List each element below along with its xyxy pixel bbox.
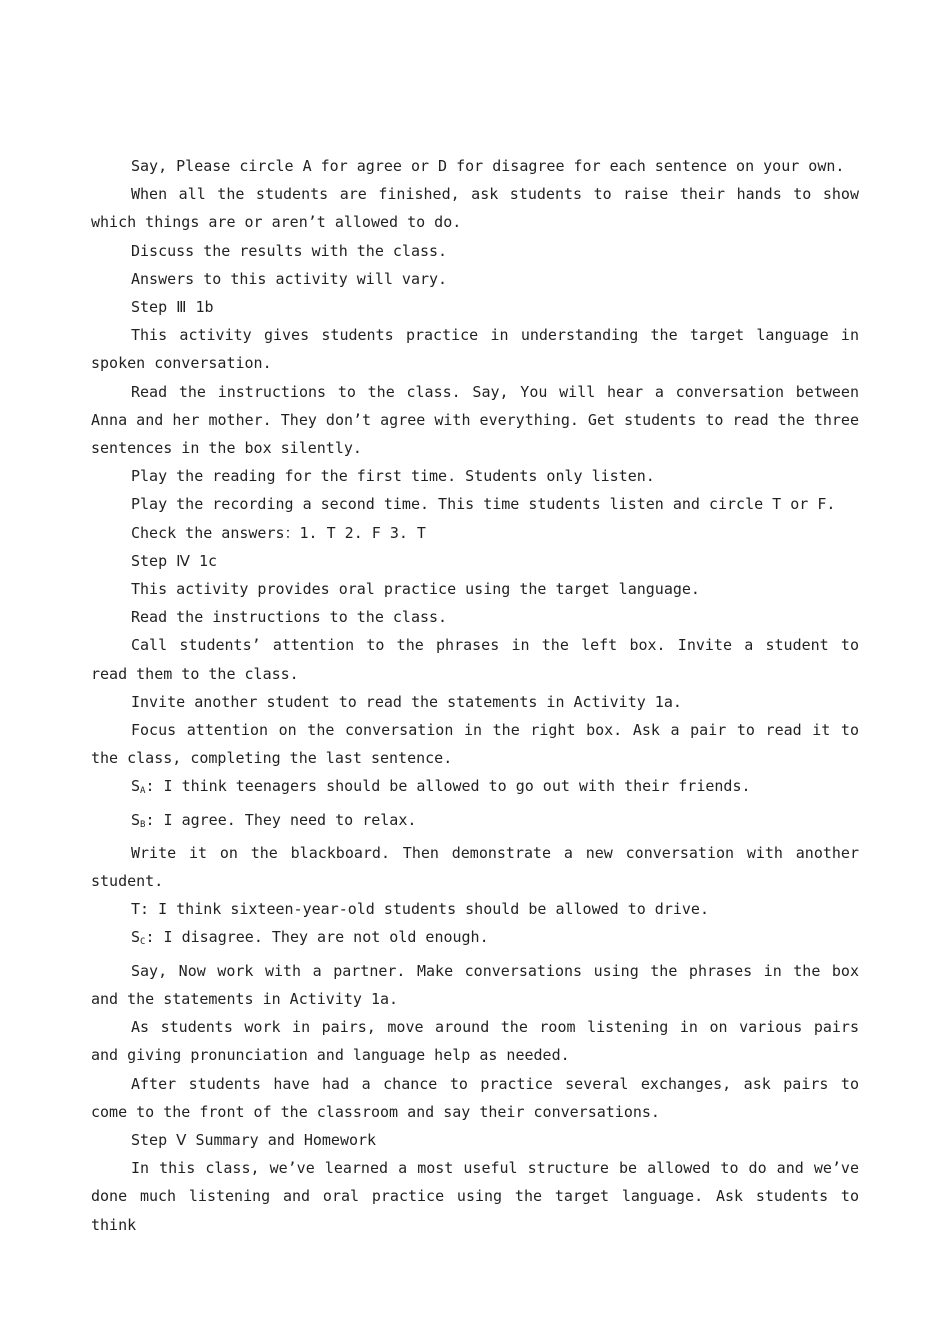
paragraph: Focus attention on the conversation in the right box. Ask a pair to read it to the class, completing the last sentence.	[91, 721, 859, 768]
paragraph: Read the instructions to the class.	[131, 608, 448, 627]
paragraph: Discuss the results with the class.	[131, 241, 448, 260]
paragraph: Say, Now work with a partner. Make conversations using the phrases in the box and the statements in Activity 1a.	[91, 961, 859, 1008]
paragraph: Answers to this activity will vary.	[131, 269, 448, 288]
paragraph: Play the reading for the first time. Students only listen.	[131, 467, 655, 486]
paragraph: Check the answers：1. T 2. F 3. T	[131, 523, 426, 542]
dialogue-text: : I disagree. They are not old enough.	[145, 928, 489, 947]
paragraph: Play the recording a second time. This time students listen and circle T or F.	[131, 495, 836, 514]
document-body	[91, 152, 859, 1239]
paragraph: In this class, we’ve learned a most useful structure be allowed to do and we’ve done much listening and oral practice using the target language. Ask students to think	[91, 1159, 859, 1234]
paragraph: This activity gives students practice in understanding the target language in spoken conversation.	[91, 326, 859, 373]
paragraph: Say, Please circle A for agree or D for disagree for each sentence on your own.	[131, 157, 845, 175]
paragraph: Call students’ attention to the phrases in the left box. Invite a student to read them to the class.	[91, 636, 859, 683]
speaker-subscript: B	[140, 819, 146, 830]
paragraph: When all the students are finished, ask students to raise their hands to show which things are or aren’t allowed to do.	[91, 185, 859, 232]
dialogue-line-c	[91, 923, 859, 956]
paragraph: Write it on the blackboard. Then demonstrate a new conversation with another student.	[91, 843, 859, 891]
step-heading: Step Ⅳ 1c	[131, 551, 218, 570]
speaker-label: S	[131, 810, 141, 829]
step-heading: Step Ⅲ 1b	[131, 298, 214, 317]
paragraph: This activity provides oral practice using the target language.	[131, 580, 700, 599]
dialogue-text: : I think teenagers should be allowed to go out with their friends.	[145, 777, 751, 796]
paragraph: Invite another student to read the statements in Activity 1a.	[131, 692, 682, 711]
dialogue-line-b	[91, 806, 859, 839]
speaker-subscript: C	[140, 937, 146, 948]
dialogue-line-t: T: I think sixteen-year-old students should be allowed to drive.	[131, 900, 709, 919]
paragraph: Read the instructions to the class. Say, You will hear a conversation between Anna and her mother. They don’t agree with everything. Get students to read the three sentences in the box silently.	[91, 382, 859, 458]
speaker-label: S	[131, 777, 141, 796]
step-heading: Step Ⅴ Summary and Homework	[131, 1130, 377, 1149]
dialogue-line-a	[91, 772, 859, 805]
speaker-subscript: A	[140, 786, 146, 797]
dialogue-text: : I agree. They need to relax.	[145, 810, 417, 829]
paragraph: As students work in pairs, move around the room listening in on various pairs and giving pronunciation and language help as needed.	[91, 1018, 859, 1065]
speaker-label: S	[131, 928, 141, 947]
paragraph: After students have had a chance to practice several exchanges, ask pairs to come to the front of the classroom and say their conversations.	[91, 1074, 859, 1121]
